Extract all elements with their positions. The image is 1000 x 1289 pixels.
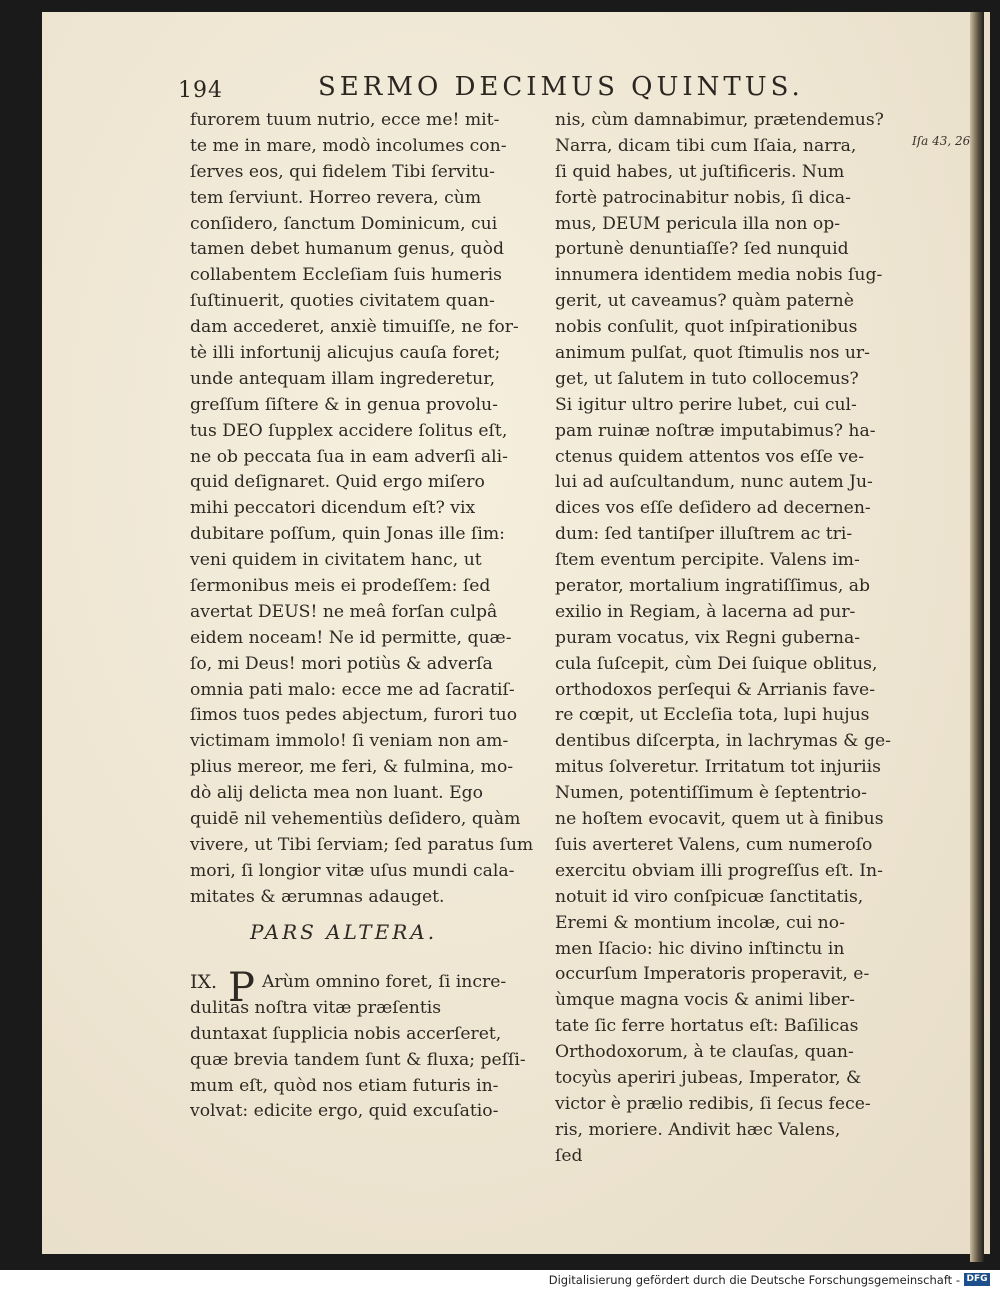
- text-line: dò alij delicta mea non luant. Ego: [190, 783, 484, 804]
- text-line: dubitare poſſum, quin Jonas ille ſim:: [190, 524, 505, 545]
- text-line: ne ob peccata ſua in eam adverſi ali-: [190, 446, 508, 467]
- text-line: dices vos eſſe deſidero ad decernen-: [555, 498, 871, 519]
- text-line: quidē nil vehementiùs deſidero, quàm: [190, 809, 521, 830]
- text-line: Eremi & montium incolæ, cui no-: [555, 912, 845, 933]
- margin-note: Iſa 43, 26: [912, 134, 971, 148]
- text-line: victimam immolo! ſi veniam non am-: [190, 731, 509, 752]
- text-line: vivere, ut Tibi ſerviam; ſed paratus ſum: [190, 834, 534, 855]
- text-line: Numen, potentiſſimum è ſeptentrio-: [555, 783, 867, 804]
- text-line: ris, moriere. Andivit hæc Valens,: [555, 1119, 841, 1140]
- text-line: tè illi infortunij alicujus cauſa foret;: [190, 343, 501, 364]
- page-title: SERMO DECIMUS QUINTUS.: [318, 72, 804, 102]
- text-line: nis, cùm damnabimur, prætendemus?: [555, 110, 884, 130]
- text-line: notuit id viro conſpicuæ ſanctitatis,: [555, 886, 864, 907]
- text-line: dentibus diſcerpta, in lachrymas & ge-: [555, 731, 891, 752]
- text-line: exilio in Regiam, à lacerna ad pur-: [555, 601, 856, 622]
- running-head: [178, 72, 898, 106]
- text-line: tocyùs aperiri jubeas, Imperator, &: [555, 1067, 862, 1088]
- text-line: men Iſacio: hic divino inſtinctu in: [555, 938, 845, 959]
- text-line: ſi quid habes, ut juſtificeris. Num: [555, 161, 845, 182]
- text-line: Arùm omnino foret, ſi incre-: [262, 972, 507, 992]
- page-edge: [970, 12, 984, 1262]
- text-line: animum pulſat, quot ſtimulis nos ur-: [555, 343, 870, 364]
- text-line: mori, ſi longior vitæ uſus mundi cala-: [190, 860, 515, 881]
- text-line: conſidero, ſanctum Dominicum, cui: [190, 213, 498, 234]
- text-line: ſuis averteret Valens, cum numeroſo: [555, 834, 873, 855]
- text-line: Orthodoxorum, à te clauſas, quan-: [555, 1042, 854, 1063]
- text-line: portunè denuntiaſſe? ſed nunquid: [555, 239, 849, 260]
- text-line: get, ut ſalutem in tuto collocemus?: [555, 368, 859, 389]
- dfg-logo: DFG: [964, 1273, 990, 1286]
- text-line: mitus ſolveretur. Irritatum tot injuriis: [555, 757, 881, 778]
- text-line: gerit, ut caveamus? quàm paternè: [555, 291, 854, 312]
- text-line: orthodoxos perſequi & Arrianis fave-: [555, 679, 876, 700]
- text-line: ùmque magna vocis & animi liber-: [555, 990, 855, 1011]
- text-line: duntaxat ſupplicia nobis accerſeret,: [190, 1023, 502, 1044]
- text-line: fortè patrocinabitur nobis, ſi dica-: [555, 187, 851, 208]
- text-line: mitates & ærumnas adauget.: [190, 886, 445, 907]
- text-line: quæ brevia tandem ſunt & fluxa; peſſi-: [190, 1049, 526, 1070]
- text-line: ne hoſtem evocavit, quem ut à finibus: [555, 809, 884, 830]
- text-line: eidem noceam! Ne id permitte, quæ-: [190, 627, 512, 648]
- drop-capital: P: [228, 965, 255, 1011]
- text-line: dulitas noſtra vitæ præſentis: [190, 997, 442, 1018]
- text-line: veni quidem in civitatem hanc, ut: [190, 550, 482, 571]
- text-line: greſſum ſiſtere & in genua provolu-: [190, 394, 498, 415]
- footer-credit: Digitalisierung gefördert durch die Deutsche Forschungsgemeinschaft -: [548, 1273, 960, 1287]
- text-line: tamen debet humanum genus, quòd: [190, 239, 504, 260]
- text-line: quid deſignaret. Quid ergo miſero: [190, 472, 485, 493]
- text-line: innumera identidem media nobis ſug-: [555, 265, 883, 286]
- text-line: mum eſt, quòd nos etiam futuris in-: [190, 1075, 499, 1096]
- text-line: occurſum Imperatoris properavit, e-: [555, 964, 870, 985]
- text-line: ſed: [555, 1145, 583, 1166]
- text-line: volvat: edicite ergo, quid excuſatio-: [190, 1101, 499, 1122]
- text-line: ſuſtinuerit, quoties civitatem quan-: [190, 291, 495, 312]
- text-line: collabentem Eccleſiam ſuis humeris: [190, 265, 502, 286]
- text-line: mus, DEUM pericula illa non op-: [555, 213, 841, 234]
- text-line: tus DEO ſupplex accidere ſolitus eſt,: [190, 420, 508, 441]
- text-line: re cœpit, ut Eccleſia tota, lupi hujus: [555, 705, 870, 726]
- text-line: Narra, dicam tibi cum Iſaia, narra,: [555, 135, 857, 156]
- text-line: perator, mortalium ingratiſſimus, ab: [555, 576, 871, 597]
- text-line: ctenus quidem attentos vos eſſe ve-: [555, 446, 865, 467]
- text-line: nobis conſulit, quot inſpirationibus: [555, 317, 858, 338]
- text-line: omnia pati malo: ecce me ad ſacratiſ-: [190, 679, 515, 700]
- page-number: 194: [178, 78, 223, 103]
- text-line: unde antequam illam ingrederetur,: [190, 368, 496, 389]
- text-line: dam accederet, anxiè timuiſſe, ne for-: [190, 317, 519, 338]
- text-line: ſo, mi Deus! mori potiùs & adverſa: [190, 653, 493, 674]
- text-line: ſimos tuos pedes abjectum, furori tuo: [190, 705, 518, 726]
- text-line: exercitu obviam illi progreſſus eſt. In-: [555, 860, 883, 881]
- left-column: [190, 108, 535, 911]
- text-line: avertat DEUS! ne meâ forſan culpâ: [190, 601, 498, 622]
- text-line: tate ſic ferre hortatus eſt: Baſilicas: [555, 1016, 859, 1037]
- section-heading: PARS ALTERA.: [250, 920, 438, 944]
- text-line: victor è prælio redibis, ſi ſecus fece-: [555, 1093, 871, 1114]
- text-line: mihi peccatori dicendum eſt? vix: [190, 498, 476, 519]
- text-line: ſtem eventum percipite. Valens im-: [555, 550, 860, 571]
- text-line: lui ad auſcultandum, nunc autem Ju-: [555, 472, 873, 493]
- right-column: [555, 108, 907, 1170]
- text-line: ſermonibus meis ei prodeſſem: ſed: [190, 576, 491, 597]
- text-line: furorem tuum nutrio, ecce me! mit-: [190, 110, 500, 130]
- text-line: tem ſerviunt. Horreo revera, cùm: [190, 187, 482, 208]
- text-line: puram vocatus, vix Regni guberna-: [555, 627, 861, 648]
- text-line: cula ſuſcepit, cùm Dei ſuique oblitus,: [555, 653, 878, 674]
- text-line: pam ruinæ noſtræ imputabimus? ha-: [555, 420, 876, 441]
- section-number: IX.: [190, 971, 218, 993]
- text-line: ſerves eos, qui fidelem Tibi ſervitu-: [190, 161, 495, 182]
- text-line: dum: ſed tantiſper illuſtrem ac tri-: [555, 524, 853, 545]
- text-line: te me in mare, modò incolumes con-: [190, 135, 507, 156]
- text-line: plius mereor, me feri, & fulmina, mo-: [190, 757, 514, 778]
- text-line: Si igitur ultro perire lubet, cui cul-: [555, 394, 857, 415]
